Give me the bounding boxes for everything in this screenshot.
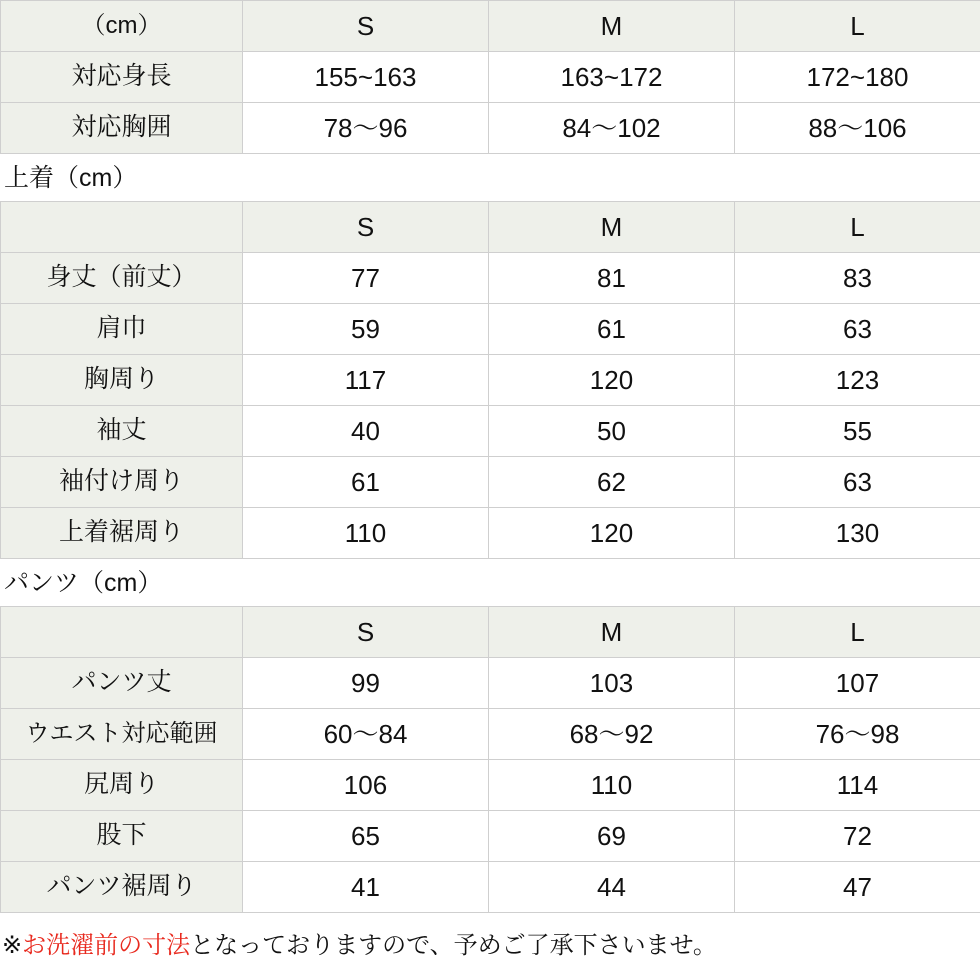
pants-section-title: パンツ（cm） (4, 569, 163, 597)
cell-value: 62 (489, 457, 735, 508)
cell-value: 47 (735, 862, 980, 913)
jacket-section-title: 上着（cm） (4, 164, 138, 192)
col-header-m: M (489, 607, 735, 658)
table-row (1, 304, 980, 355)
cell-value: 81 (489, 253, 735, 304)
cell-value: 60〜84 (243, 709, 489, 760)
cell-value: 61 (243, 457, 489, 508)
table-row (1, 355, 980, 406)
cell-value: 69 (489, 811, 735, 862)
cell-value: 63 (735, 304, 980, 355)
unit-label: （cm） (1, 1, 243, 52)
table-row (1, 253, 980, 304)
cell-value: 40 (243, 406, 489, 457)
cell-value: 72 (735, 811, 980, 862)
col-header-l: L (735, 607, 980, 658)
table-row (1, 658, 980, 709)
cell-value: 120 (489, 508, 735, 559)
footnote-suffix: となっておりますので、予めご了承下さいませ。 (190, 932, 717, 959)
cell-value: 123 (735, 355, 980, 406)
table-row (1, 709, 980, 760)
cell-value: 61 (489, 304, 735, 355)
col-header-l: L (735, 1, 980, 52)
cell-value: 59 (243, 304, 489, 355)
col-header-m: M (489, 202, 735, 253)
corner-cell (1, 607, 243, 658)
col-header-s: S (243, 1, 489, 52)
footnote (0, 913, 980, 960)
cell-value: 130 (735, 508, 980, 559)
row-label: 肩巾 (1, 304, 243, 355)
cell-value: 106 (243, 760, 489, 811)
table-header-row (1, 607, 980, 658)
cell-value: 77 (243, 253, 489, 304)
row-label: パンツ裾周り (1, 862, 243, 913)
cell-value: 110 (489, 760, 735, 811)
cell-value: 120 (489, 355, 735, 406)
jacket-size-table (0, 201, 980, 559)
cell-value: 110 (243, 508, 489, 559)
col-header-s: S (243, 607, 489, 658)
cell-value: 172~180 (735, 52, 980, 103)
row-label: ウエスト対応範囲 (1, 709, 243, 760)
cell-value: 68〜92 (489, 709, 735, 760)
cell-value: 50 (489, 406, 735, 457)
cell-value: 55 (735, 406, 980, 457)
cell-value: 163~172 (489, 52, 735, 103)
cell-value: 41 (243, 862, 489, 913)
table-header-row (1, 1, 980, 52)
table-row (1, 457, 980, 508)
footnote-prefix: ※ (2, 932, 23, 959)
cell-value: 117 (243, 355, 489, 406)
table-header-row (1, 202, 980, 253)
row-label: 袖丈 (1, 406, 243, 457)
table-row (1, 862, 980, 913)
row-label: 対応身長 (1, 52, 243, 103)
col-header-l: L (735, 202, 980, 253)
col-header-s: S (243, 202, 489, 253)
table-row (1, 811, 980, 862)
corner-cell (1, 202, 243, 253)
table-row (1, 103, 980, 154)
footnote-emphasis: お洗濯前の寸法 (22, 932, 191, 959)
cell-value: 107 (735, 658, 980, 709)
pants-size-table (0, 606, 980, 913)
cell-value: 88〜106 (735, 103, 980, 154)
cell-value: 44 (489, 862, 735, 913)
cell-value: 78〜96 (243, 103, 489, 154)
cell-value: 84〜102 (489, 103, 735, 154)
row-label: 胸周り (1, 355, 243, 406)
table-row (1, 52, 980, 103)
cell-value: 114 (735, 760, 980, 811)
cell-value: 155~163 (243, 52, 489, 103)
row-label: 股下 (1, 811, 243, 862)
body-size-table (0, 0, 980, 154)
cell-value: 83 (735, 253, 980, 304)
table-row (1, 406, 980, 457)
cell-value: 99 (243, 658, 489, 709)
row-label: 上着裾周り (1, 508, 243, 559)
table-row (1, 508, 980, 559)
cell-value: 103 (489, 658, 735, 709)
cell-value: 63 (735, 457, 980, 508)
row-label: 対応胸囲 (1, 103, 243, 154)
cell-value: 76〜98 (735, 709, 980, 760)
row-label: 尻周り (1, 760, 243, 811)
row-label: パンツ丈 (1, 658, 243, 709)
row-label: 身丈（前丈） (1, 253, 243, 304)
col-header-m: M (489, 1, 735, 52)
row-label: 袖付け周り (1, 457, 243, 508)
table-row (1, 760, 980, 811)
cell-value: 65 (243, 811, 489, 862)
